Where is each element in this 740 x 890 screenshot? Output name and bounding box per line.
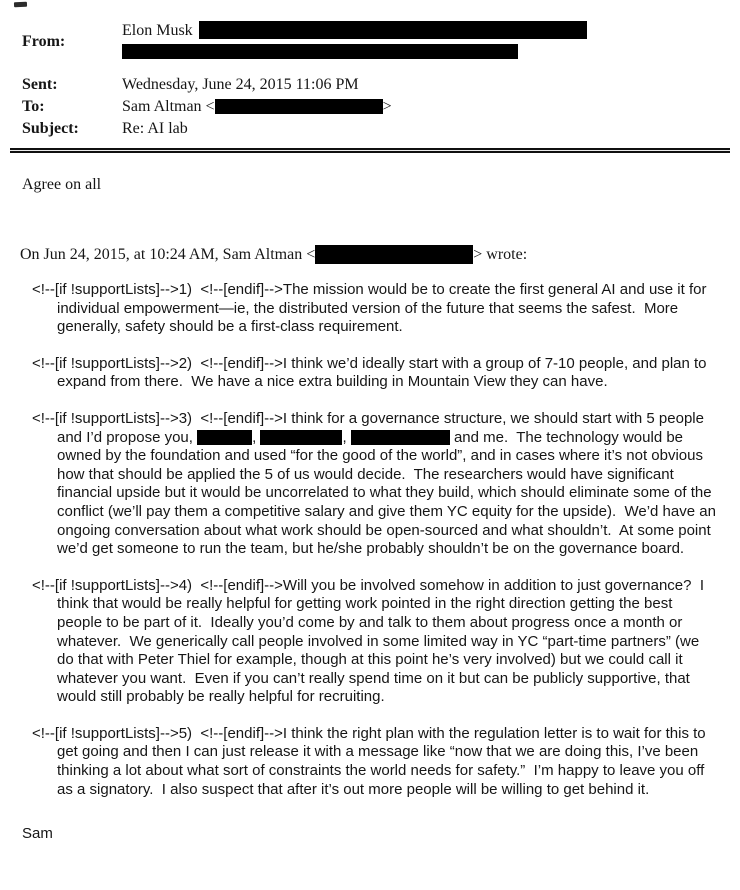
- quoted-list: [32, 281, 721, 799]
- list-item: <!--[if !supportLists]-->3) <!--[endif]-->I think for a governance structure, we should start with 5 people and I’d propose you, , , and me. The technology would be owned by the foundation and used “for the good of the world”, and in cases where it’s not obvious how that should be applied the 5 of us would decide. The researchers would have significant financial upside but it would be uncorrelated to what they build, which should eliminate some of the conflict (we’ll pay them a competitive salary and give them YC equity for the upside). We’d have an ongoing conversation about what work should be open-sourced and what shouldn’t. At some point we’d get someone to run the team, but he/she probably shouldn’t be on the governance board.: [32, 409, 721, 558]
- header-row-subject: [22, 118, 740, 139]
- redaction-bar: [315, 245, 473, 264]
- sent-value: Wednesday, June 24, 2015 11:06 PM: [122, 76, 359, 93]
- header-row-from: [22, 20, 740, 67]
- quote-attribution-pre: On Jun 24, 2015, at 10:24 AM, Sam Altman <: [20, 246, 316, 263]
- redaction-bar: [260, 430, 342, 445]
- redaction-bar: [199, 21, 587, 39]
- to-value: [122, 96, 740, 117]
- subject-value: Re: AI lab: [122, 120, 188, 137]
- reply-text: Agree on all: [22, 176, 102, 193]
- redaction-bar: [197, 430, 252, 445]
- header-divider: [10, 148, 730, 153]
- to-close-bracket: >: [382, 98, 392, 115]
- redaction-bar: [351, 430, 450, 445]
- to-label: To:: [22, 98, 45, 115]
- redaction-bar: [122, 44, 518, 59]
- header-row-sent: [22, 74, 740, 95]
- quote-attribution-post: > wrote:: [473, 246, 528, 263]
- signoff: Sam: [22, 825, 53, 843]
- from-name: Elon Musk: [122, 22, 193, 39]
- list-item: <!--[if !supportLists]-->5) <!--[endif]-->I think the right plan with the regulation letter is to wait for this to get going and then I can just release it with a message like “now that we are doing this, I’ve been thinking a lot about what sort of constraints the world needs for safety.” I’m happy to leave you off as a signatory. I also suspect that after it’s out more people will be willing to get behind it.: [32, 724, 710, 798]
- header-row-to: [22, 96, 740, 117]
- subject-label: Subject:: [22, 120, 79, 137]
- to-name: Sam Altman <: [122, 98, 215, 115]
- scan-artifact: [14, 2, 27, 7]
- quote-attribution: [20, 245, 740, 264]
- redaction-bar: [215, 99, 383, 114]
- sent-label: Sent:: [22, 76, 58, 93]
- from-label: From:: [22, 33, 66, 50]
- email-header: [0, 0, 740, 139]
- list-item: <!--[if !supportLists]-->1) <!--[endif]-->The mission would be to create the first general AI and use it for individual empowerment—ie, the distributed version of the future that seems the safest. More generally, safety should be a first-class requirement.: [32, 281, 711, 336]
- list-item: <!--[if !supportLists]-->2) <!--[endif]-->I think we’d ideally start with a group of 7-10 people, and plan to expand from there. We have a nice extra building in Mountain View they can have.: [32, 354, 711, 391]
- list-item: <!--[if !supportLists]-->4) <!--[endif]-->Will you be involved somehow in addition to just governance? I think that would be really helpful for getting work pointed in the right direction getting the best people to be part of it. Ideally you’d come by and talk to them about progress once a month or whatever. We generically call people involved in some limited way in YC “part-time partners” (we do that with Peter Thiel for example, though at this point he’s very involved) but we could call it whatever you want. Even if you can’t really spend time on it but can be publicly supportive, that would still probably be really helpful for recruiting.: [32, 576, 709, 706]
